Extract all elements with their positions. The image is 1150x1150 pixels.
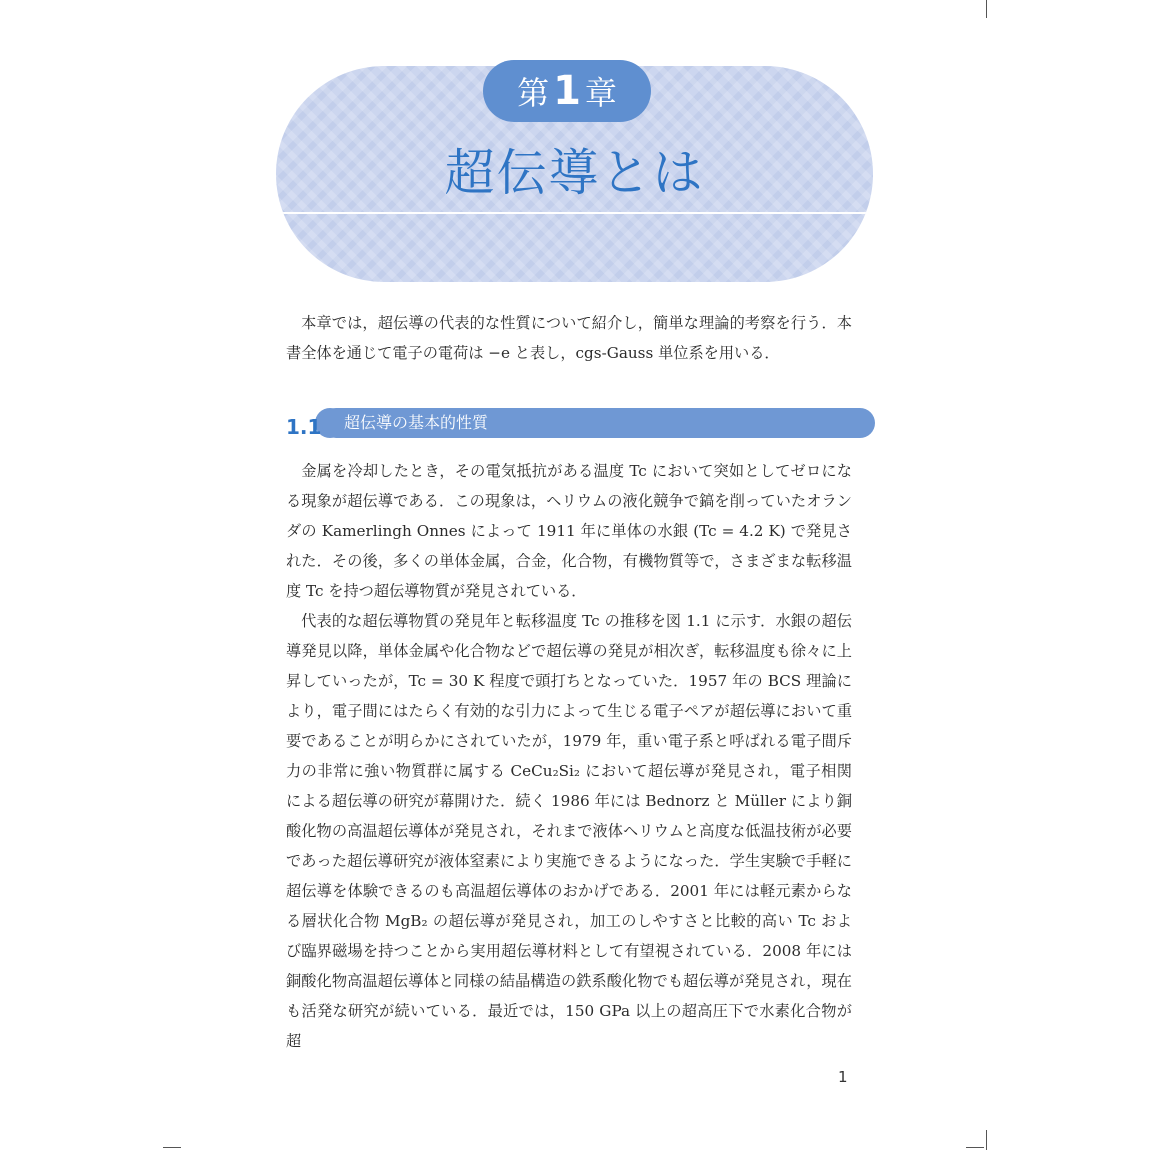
chapter-title: 超伝導とは bbox=[444, 144, 705, 202]
intro-paragraph bbox=[286, 308, 852, 368]
section-number: 1.1 bbox=[286, 415, 322, 439]
chapter-label-suffix: 章 bbox=[584, 74, 617, 112]
body-paragraph-1 bbox=[286, 456, 852, 606]
body-paragraph-2-text: 代表的な超伝導物質の発見年と転移温度 Tc の推移を図 1.1 に示す．水銀の超伝導発見以降，単体金属や化合物などで超伝導の発見が相次ぎ，転移温度も徐々に上昇していったが，Tc = 30 K 程度で頭打ちとなっていた．1957 年の BCS 理論により，電子間にはたらく有効的な引力によって生じる電子ペアが超伝導において重要であることが明らかにされていたが，1979 年，重い電子系と呼ばれる電子間斥力の非常に強い物質群に属する CeCu₂Si₂ において超伝導が発見され，電子相関による超伝導の研究が幕開けた．続く 1986 年には Bednorz と Müller により銅酸化物の高温超伝導体が発見され，それまで液体ヘリウムと高度な低温技術が必要であった超伝導研究が液体窒素により実施できるようになった．学生実験で手軽に超伝導を体験できるのも高温超伝導体のおかげである．2001 年には軽元素からなる層状化合物 MgB₂ の超伝導が発見され，加工のしやすさと比較的高い Tc および臨界磁場を持つことから実用超伝導材料として有望視されている．2008 年には銅酸化物高温超伝導体と同様の結晶構造の鉄系酸化物でも超伝導が発見され，現在も活発な研究が続いている．最近では，150 GPa 以上の超高圧下で水素化合物が超 bbox=[286, 612, 852, 1050]
body-text bbox=[286, 456, 852, 1056]
crop-mark bbox=[163, 1147, 181, 1148]
intro-text: 本章では，超伝導の代表的な性質について紹介し，簡単な理論的考察を行う．本書全体を通じて電子の電荷は −e と表し，cgs-Gauss 単位系を用いる． bbox=[286, 314, 852, 362]
section-title: 超伝導の基本的性質 bbox=[344, 413, 489, 432]
body-paragraph-1-text: 金属を冷却したとき，その電気抵抗がある温度 Tc において突如としてゼロになる現象が超伝導である．この現象は，ヘリウムの液化競争で鎬を削っていたオランダの Kamerlingh Onnes によって 1911 年に単体の水銀 (Tc = 4.2 K) で発見された．その後，多くの単体金属，合金，化合物，有機物質等で，さまざまな転移温度 Tc を持つ超伝導物質が発見されている． bbox=[286, 462, 852, 600]
body-paragraph-2 bbox=[286, 606, 852, 1056]
banner-divider bbox=[276, 212, 873, 214]
crop-mark bbox=[986, 0, 987, 18]
crop-mark bbox=[986, 1130, 987, 1150]
chapter-label bbox=[483, 60, 651, 122]
chapter-number: 1 bbox=[553, 68, 581, 114]
crop-mark bbox=[966, 1147, 984, 1148]
page-number: 1 bbox=[838, 1068, 848, 1086]
chapter-label-prefix: 第 bbox=[517, 74, 550, 112]
